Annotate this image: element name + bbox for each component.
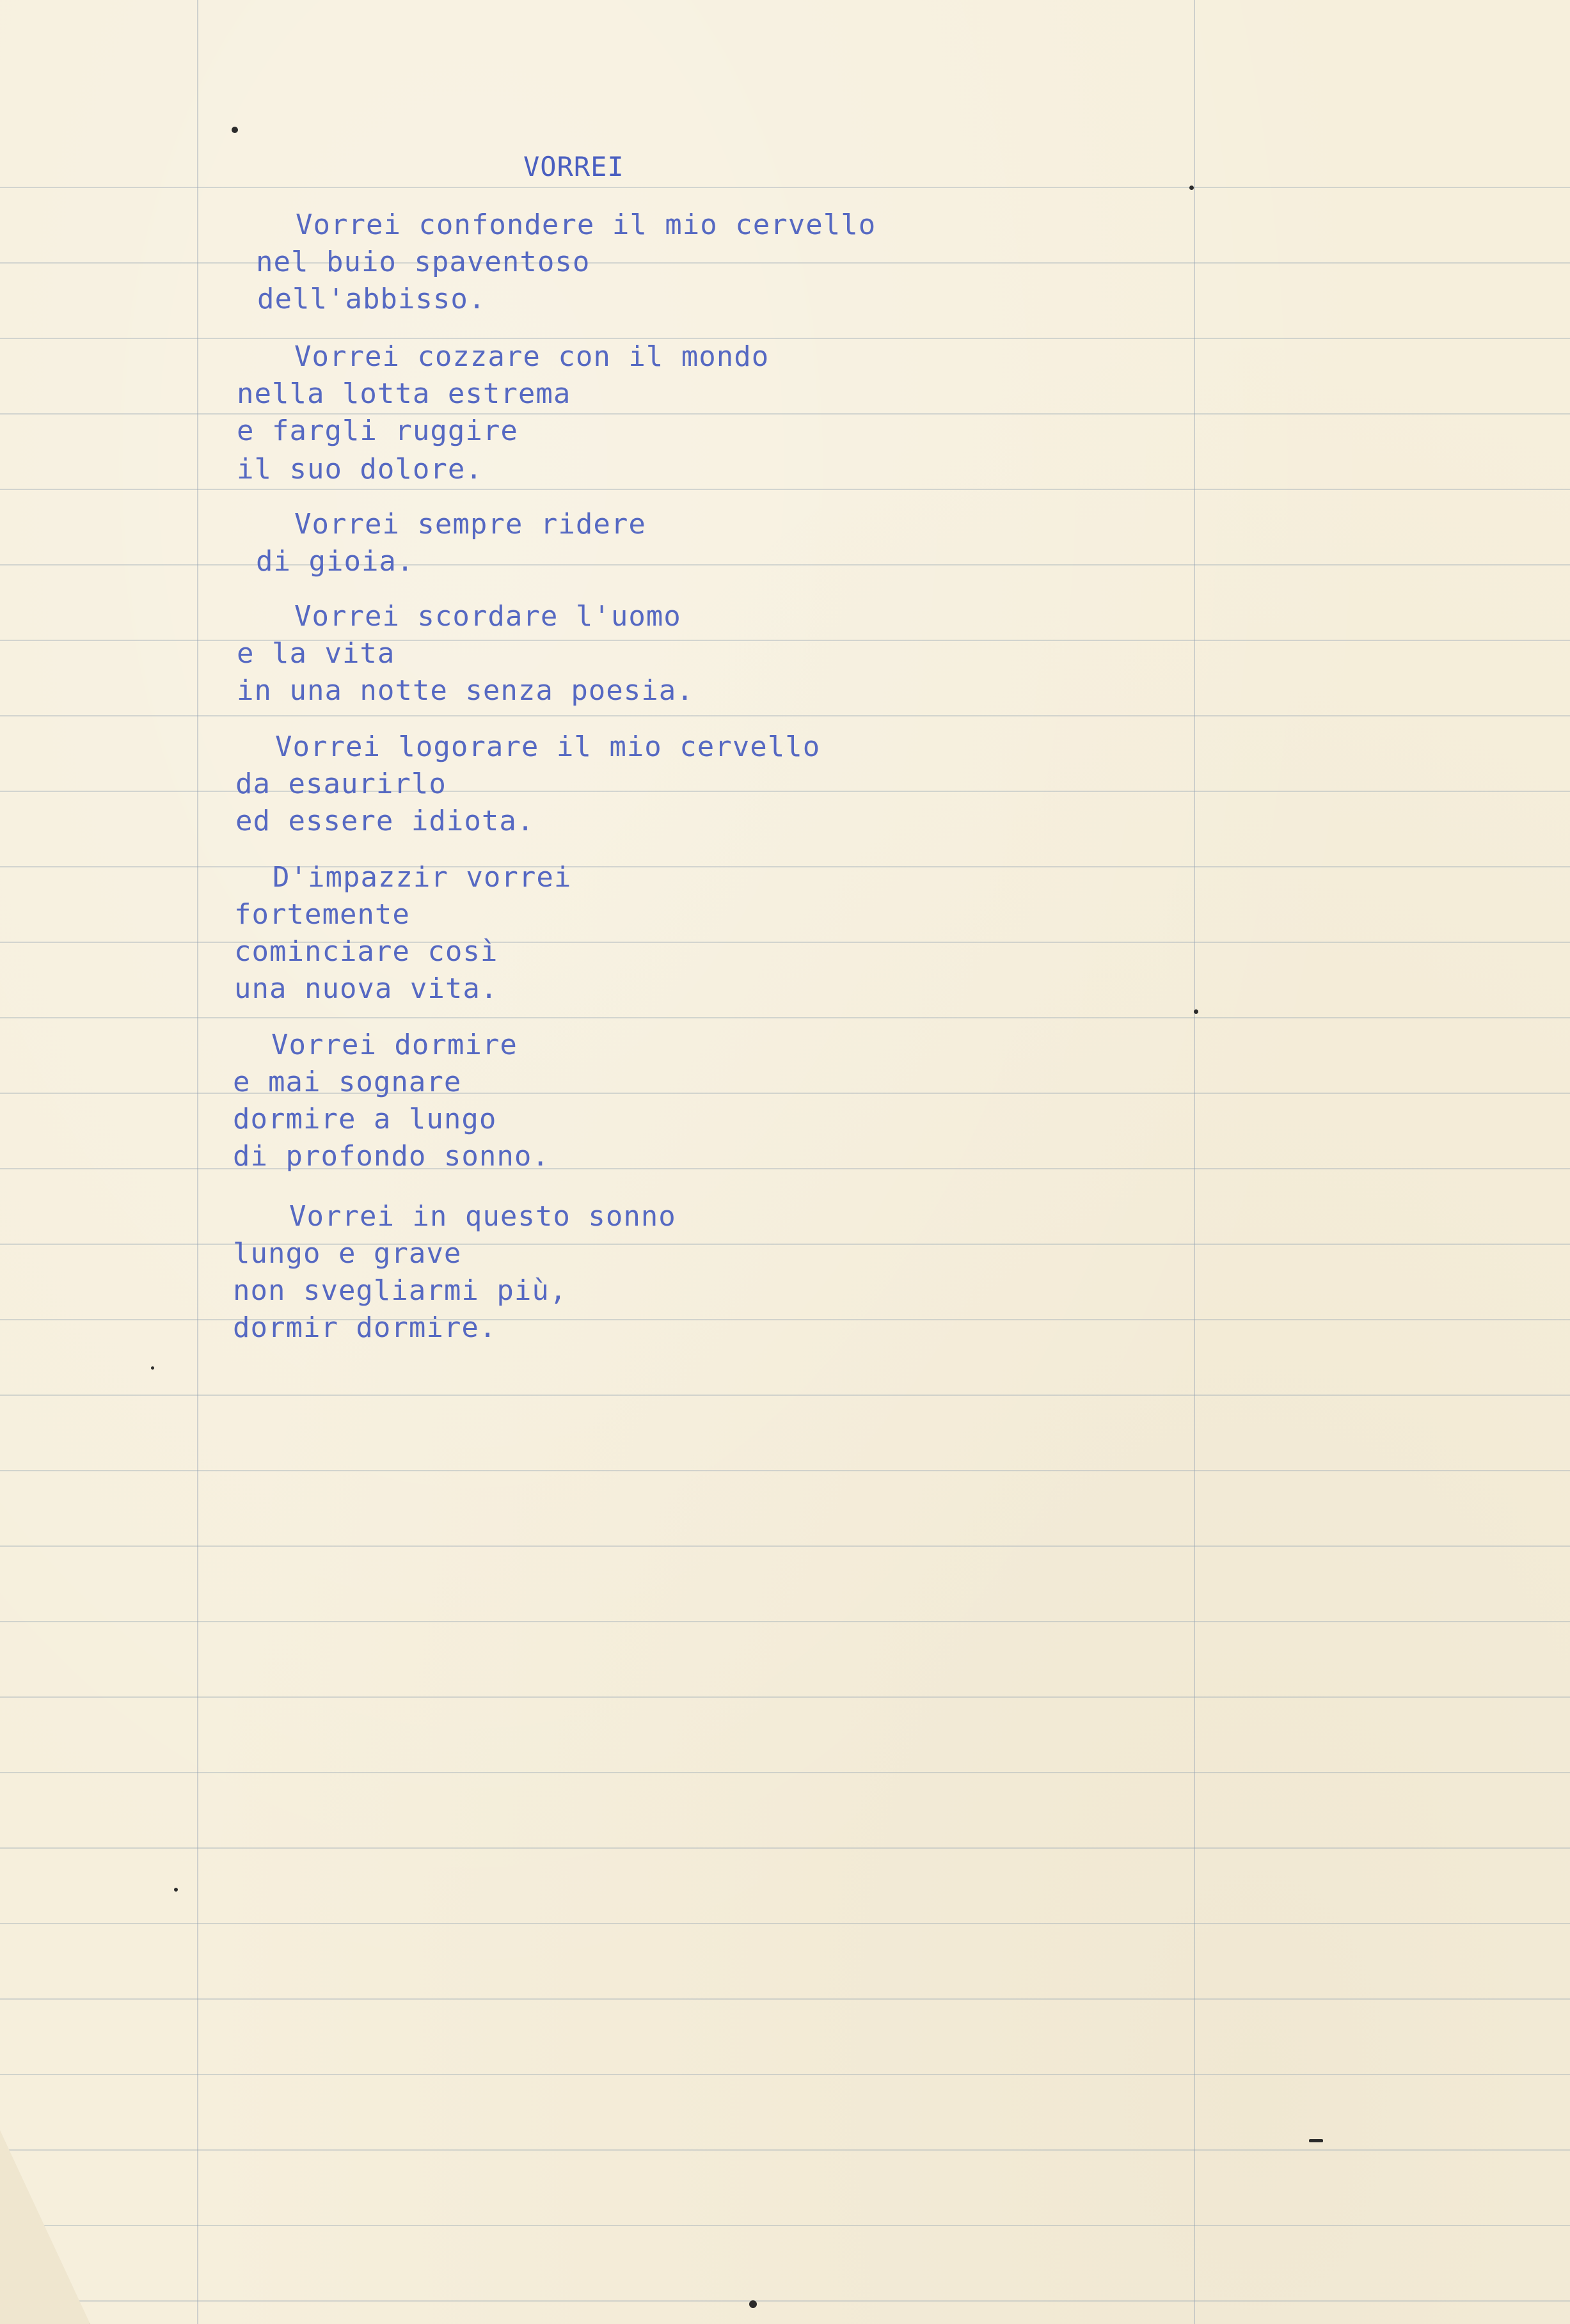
poem-line: dormire a lungo	[233, 1103, 497, 1135]
poem-line: il suo dolore.	[237, 453, 483, 486]
poem-line: Vorrei scordare l'uomo	[294, 600, 681, 633]
poem-line: e fargli ruggire	[237, 415, 518, 447]
poem-line: Vorrei cozzare con il mondo	[294, 340, 770, 373]
poem-line: Vorrei sempre ridere	[294, 508, 646, 541]
poem-line: dormir dormire.	[233, 1311, 497, 1344]
poem-line: una nuova vita.	[234, 972, 498, 1005]
poem-line: Vorrei confondere il mio cervello	[296, 209, 876, 241]
poem-line: e la vita	[237, 637, 395, 670]
poem-line: lungo e grave	[233, 1237, 462, 1270]
poem-line: di gioia.	[256, 545, 415, 578]
poem-line: in una notte senza poesia.	[237, 674, 694, 707]
poem-line: dell'abbisso.	[257, 283, 486, 315]
poem-line: nel buio spaventoso	[256, 246, 591, 278]
poem-line: Vorrei dormire	[271, 1029, 518, 1061]
poem-line: non svegliarmi più,	[233, 1274, 567, 1307]
poem-line: da esaurirlo	[235, 768, 447, 800]
poem-line: di profondo sonno.	[233, 1140, 550, 1173]
poem-line: cominciare così	[234, 935, 498, 968]
poem-line: e mai sognare	[233, 1066, 462, 1098]
poem-line: nella lotta estrema	[237, 377, 571, 410]
poem-line: Vorrei in questo sonno	[289, 1200, 676, 1233]
poem-line: Vorrei logorare il mio cervello	[275, 731, 821, 763]
poem-line: ed essere idiota.	[235, 805, 535, 837]
poem-line: fortemente	[234, 898, 410, 931]
poem-line: D'impazzir vorrei	[273, 861, 572, 894]
poem-title: VORREI	[523, 151, 624, 182]
